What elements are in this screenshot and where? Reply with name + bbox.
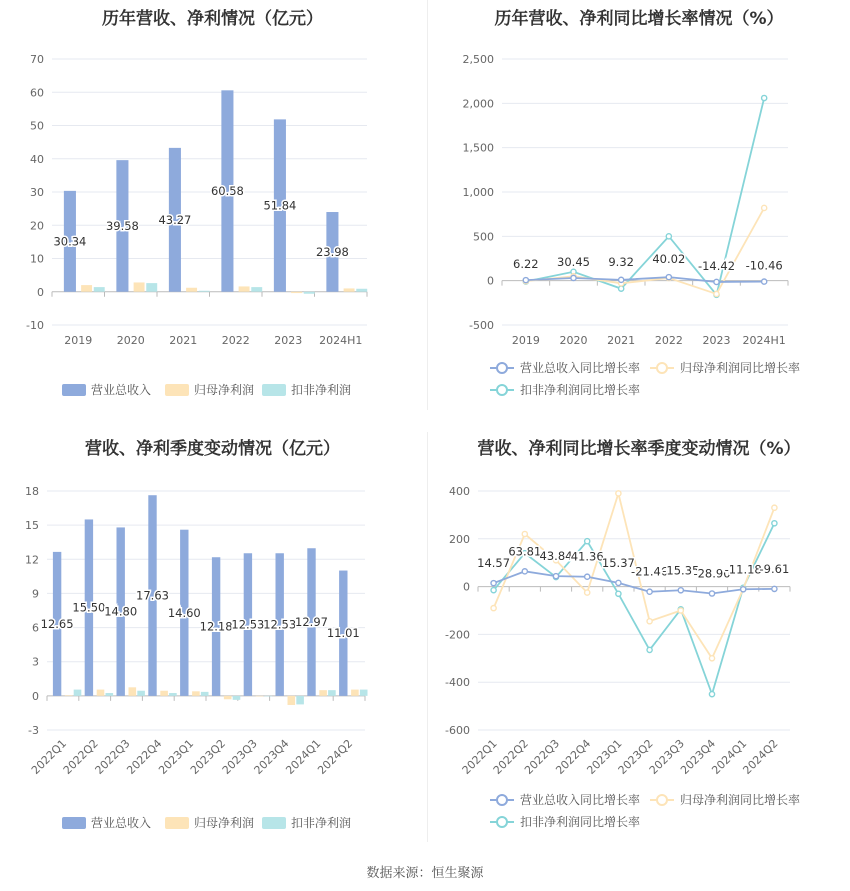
y-tick-label: 18: [25, 485, 39, 498]
y-tick-label: 12: [25, 553, 39, 567]
data-label: 12.18: [199, 619, 233, 634]
bar: [160, 691, 168, 696]
data-label: 14.57: [477, 556, 511, 571]
data-point: [619, 277, 624, 282]
y-tick-label: 9: [32, 587, 39, 601]
y-tick-label: -400: [445, 676, 470, 690]
data-label: 40.02: [652, 252, 686, 267]
bar: [291, 292, 302, 293]
data-label: 12.97: [295, 615, 328, 630]
data-label: 12.65: [40, 616, 74, 631]
data-point: [714, 291, 719, 296]
x-tick-label: 2023Q1: [156, 736, 197, 777]
data-label: -15.35: [662, 563, 700, 578]
bar: [319, 690, 327, 696]
bar: [186, 288, 197, 292]
bar: [356, 289, 367, 292]
x-tick-label: 2024Q2: [315, 736, 356, 777]
data-point: [741, 587, 746, 592]
quarter-growth-chart: [428, 430, 850, 850]
data-label: 11.01: [326, 626, 360, 641]
data-label: 15.37: [601, 555, 635, 570]
bar: [74, 690, 82, 696]
data-label: 30.45: [557, 254, 590, 269]
x-tick-label: 2021: [607, 334, 636, 347]
data-label: -9.61: [759, 561, 790, 576]
data-point: [714, 279, 719, 284]
data-label: 17.63: [136, 588, 169, 603]
bar: [288, 696, 296, 705]
x-tick-label: 2023Q4: [678, 736, 719, 777]
x-tick-label: 2022Q3: [92, 736, 133, 777]
legend-label: 归母净利润同比增长率: [680, 793, 801, 807]
quarter-growth-panel: [428, 430, 850, 850]
x-tick-label: 2022Q2: [60, 736, 101, 777]
bar: [81, 285, 92, 292]
data-label: 30.34: [53, 234, 87, 249]
bar: [304, 292, 315, 294]
x-tick-label: 2023Q2: [615, 736, 656, 777]
x-tick-label: 2023: [274, 334, 303, 347]
bar: [97, 690, 105, 696]
x-tick-label: 2024H1: [742, 334, 786, 347]
bar: [224, 696, 232, 699]
data-point: [647, 589, 652, 594]
y-tick-label: 60: [30, 86, 44, 100]
data-point: [523, 278, 528, 283]
x-tick-label: 2019: [64, 334, 93, 347]
legend-label: 营业总收入同比增长率: [520, 793, 641, 807]
x-tick-label: 2023Q1: [584, 736, 625, 777]
data-point: [709, 692, 714, 697]
data-label: 60.58: [210, 184, 244, 199]
bar: [256, 696, 264, 697]
data-point: [666, 234, 671, 239]
x-tick-label: 2024Q1: [283, 736, 324, 777]
legend-label: 扣非净利润: [291, 816, 352, 830]
bar: [65, 695, 73, 696]
legend-label: 扣非净利润同比增长率: [520, 815, 641, 829]
bar: [192, 691, 200, 696]
legend-marker: [497, 363, 507, 373]
legend-label: 归母净利润: [194, 816, 255, 830]
x-tick-label: 2022: [221, 334, 250, 347]
x-tick-label: 2019: [511, 334, 540, 347]
y-tick-label: -3: [28, 724, 39, 737]
x-tick-label: 2024Q2: [740, 736, 781, 777]
data-label: 14.80: [104, 604, 138, 619]
bar: [129, 687, 137, 696]
x-tick-label: 2021: [169, 334, 198, 347]
quarter-amount-panel: [0, 430, 425, 850]
x-tick-label: 2023: [702, 334, 731, 347]
legend-label: 归母净利润同比增长率: [680, 361, 801, 375]
y-tick-label: 1,000: [462, 186, 494, 199]
legend-swatch: [262, 817, 286, 829]
data-label: 43.84: [539, 549, 573, 564]
data-label: 12.53: [231, 617, 265, 632]
data-point: [585, 590, 590, 595]
data-point: [666, 275, 671, 280]
y-tick-label: 70: [30, 53, 44, 66]
bar: [94, 287, 105, 292]
x-tick-label: 2022Q4: [553, 736, 594, 777]
bar: [137, 691, 145, 696]
data-label: 14.60: [167, 605, 201, 620]
data-point: [772, 586, 777, 591]
x-tick-label: 2024Q1: [709, 736, 750, 777]
bar: [251, 287, 262, 292]
y-tick-label: 2,500: [462, 53, 494, 66]
legend-swatch: [62, 817, 86, 829]
chart-title: 营收、净利季度变动情况（亿元）: [85, 439, 340, 459]
chart-title: 历年营收、净利情况（亿元）: [102, 9, 323, 29]
x-tick-label: 2023Q4: [251, 736, 292, 777]
legend-marker: [657, 363, 667, 373]
data-label: -21.46: [631, 564, 669, 579]
y-tick-label: 0: [37, 285, 44, 299]
data-point: [762, 95, 767, 100]
bar: [134, 282, 145, 291]
legend-marker: [497, 795, 507, 805]
data-point: [585, 539, 590, 544]
data-point: [647, 647, 652, 652]
data-label: -11.18: [724, 562, 762, 577]
bar: [239, 286, 250, 291]
y-tick-label: 0: [487, 274, 494, 288]
x-tick-label: 2020: [559, 334, 588, 347]
x-tick-label: 2024H1: [319, 334, 363, 347]
data-point: [491, 581, 496, 586]
y-tick-label: 400: [449, 485, 470, 498]
y-tick-label: 40: [30, 152, 44, 166]
y-tick-label: 0: [32, 689, 39, 703]
chart-title: 历年营收、净利同比增长率情况（%）: [494, 9, 784, 29]
x-tick-label: 2022Q2: [490, 736, 531, 777]
bar: [106, 693, 114, 696]
data-label: -28.90: [693, 566, 731, 581]
data-point: [678, 608, 683, 613]
data-point: [709, 656, 714, 661]
data-point: [491, 606, 496, 611]
annual-growth-chart: [428, 0, 850, 410]
bar: [351, 690, 359, 696]
annual-growth-panel: [428, 0, 850, 410]
y-tick-label: 0: [463, 580, 470, 594]
y-tick-label: 50: [30, 119, 44, 133]
y-tick-label: 2,000: [462, 97, 494, 111]
legend-swatch: [165, 384, 189, 396]
annual-amount-chart: [0, 0, 425, 410]
data-point: [491, 588, 496, 593]
legend-marker: [497, 385, 507, 395]
data-point: [522, 569, 527, 574]
x-tick-label: 2023Q3: [646, 736, 687, 777]
bar: [201, 692, 209, 696]
x-tick-label: 2022Q4: [124, 736, 165, 777]
x-tick-label: 2022Q1: [459, 736, 500, 777]
bar: [328, 690, 336, 696]
data-point: [585, 574, 590, 579]
legend-label: 营业总收入: [91, 383, 152, 397]
y-tick-label: 6: [32, 621, 39, 635]
legend-swatch: [62, 384, 86, 396]
y-tick-label: 10: [30, 252, 44, 266]
x-tick-label: 2023Q2: [187, 736, 229, 777]
data-label: -14.42: [697, 258, 736, 273]
bar: [296, 696, 304, 705]
y-tick-label: -600: [445, 724, 470, 737]
data-point: [709, 591, 714, 596]
bar: [233, 696, 241, 700]
legend-label: 扣非净利润: [291, 383, 352, 397]
data-label: 9.32: [608, 254, 634, 269]
quarter-amount-chart: [0, 430, 425, 850]
data-point: [616, 491, 621, 496]
data-point: [772, 505, 777, 510]
x-tick-label: 2020: [116, 334, 145, 347]
data-point: [619, 286, 624, 291]
legend-label: 营业总收入: [91, 816, 152, 830]
data-label: 23.98: [315, 244, 349, 259]
data-label: 6.22: [513, 257, 539, 272]
data-label: -10.46: [745, 258, 783, 273]
legend-swatch: [165, 817, 189, 829]
annual-amount-panel: [0, 0, 425, 410]
legend-label: 营业总收入同比增长率: [520, 361, 641, 375]
legend-label: 扣非净利润同比增长率: [520, 383, 641, 397]
data-label: 39.58: [105, 218, 139, 233]
data-point: [571, 275, 576, 280]
data-point: [522, 531, 527, 536]
bar: [199, 291, 210, 292]
data-point: [616, 591, 621, 596]
legend-marker: [497, 817, 507, 827]
bar: [146, 283, 157, 292]
data-point: [647, 619, 652, 624]
legend-label: 归母净利润: [194, 383, 255, 397]
x-tick-label: 2022: [654, 334, 683, 347]
data-label: 41.36: [570, 549, 604, 564]
chart-title: 营收、净利同比增长率季度变动情况（%）: [477, 439, 801, 459]
y-tick-label: 3: [32, 655, 39, 669]
data-point: [678, 588, 683, 593]
data-label: 15.50: [72, 600, 106, 615]
legend-swatch: [262, 384, 286, 396]
x-tick-label: 2023Q3: [219, 736, 260, 777]
bar: [265, 696, 273, 697]
y-tick-label: 20: [30, 219, 44, 233]
data-point: [762, 205, 767, 210]
bar: [360, 690, 368, 696]
y-tick-label: 1,500: [462, 141, 494, 155]
y-tick-label: 15: [25, 519, 39, 533]
y-tick-label: 200: [449, 532, 470, 546]
data-label: 63.81: [508, 544, 542, 559]
bar: [169, 693, 177, 696]
y-tick-label: -200: [445, 628, 470, 642]
data-source-note: 数据来源：恒生聚源: [366, 866, 484, 881]
data-label: 51.84: [263, 198, 297, 213]
data-point: [772, 521, 777, 526]
data-label: 43.27: [158, 212, 192, 227]
bar: [344, 288, 355, 291]
y-tick-label: 500: [473, 230, 494, 244]
x-tick-label: 2022Q1: [28, 736, 70, 777]
x-tick-label: 2022Q3: [522, 736, 563, 777]
legend-marker: [657, 795, 667, 805]
y-tick-label: -10: [26, 319, 44, 332]
data-label: 12.53: [263, 617, 297, 632]
data-point: [553, 574, 558, 579]
data-point: [616, 580, 621, 585]
y-tick-label: -500: [469, 319, 494, 332]
y-tick-label: 30: [30, 186, 44, 199]
data-point: [762, 279, 767, 284]
